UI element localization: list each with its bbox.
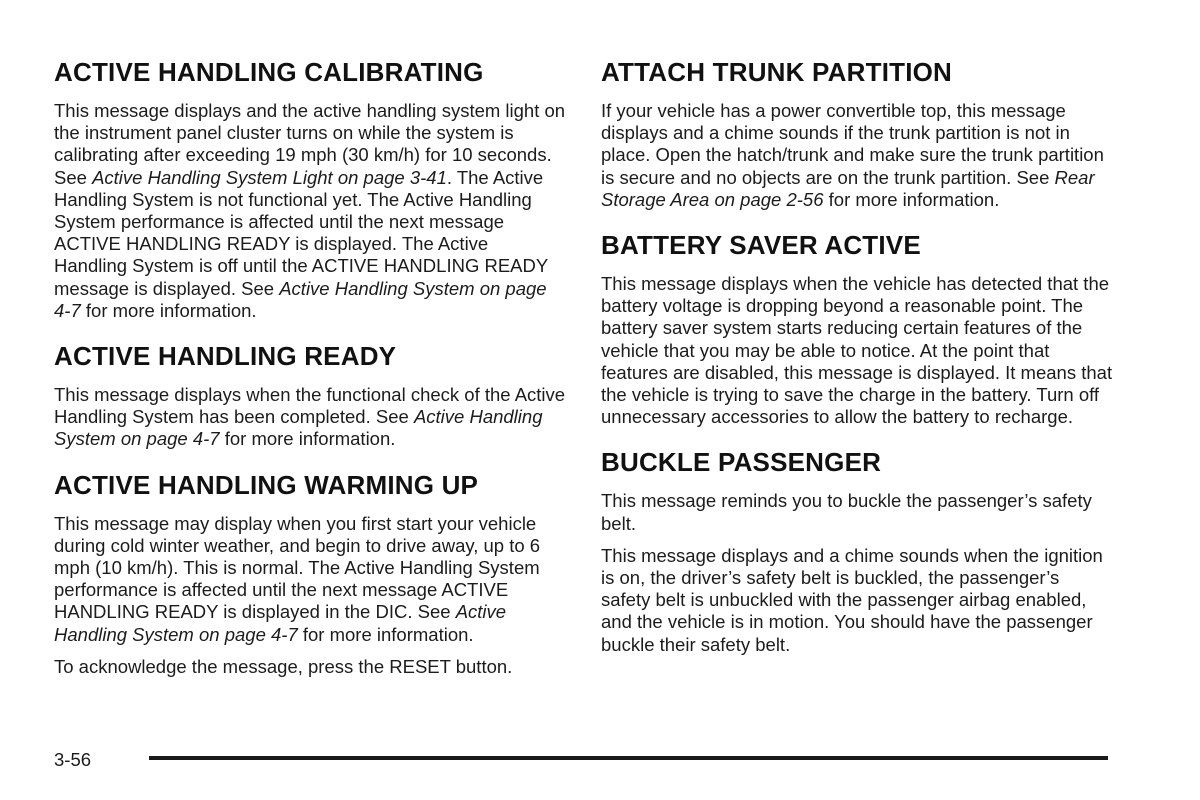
text-run: This message may display when you first start your vehicle during cold winter weather, and begin to drive away, up to 6 mph (10 km/h). This is normal. The Active Handling System performance is affected until the next message ACTIVE HANDLING READY is displayed in the DIC. See (54, 512, 541, 623)
section-paragraph (54, 384, 566, 451)
section-paragraph (54, 100, 566, 322)
section-paragraph (54, 513, 566, 646)
text-run: To acknowledge the message, press the RESET button. (54, 655, 513, 677)
text-run: This message displays when the functional check of the Active Handling System has been completed. See (54, 384, 566, 428)
section-paragraph (601, 545, 1113, 656)
section-heading: ACTIVE HANDLING WARMING UP (54, 469, 479, 500)
section-attach-trunk-partition (601, 56, 1113, 211)
section-active-handling-warming-up (54, 469, 566, 678)
text-run: for more information. (80, 299, 257, 321)
section-heading: BUCKLE PASSENGER (601, 447, 882, 478)
cross-reference: Active Handling System Light on page 3-41 (92, 166, 447, 188)
cross-reference: Active Handling System on page 4-7 (54, 406, 543, 450)
section-heading: BATTERY SAVER ACTIVE (601, 230, 921, 261)
section-battery-saver-active (601, 229, 1113, 428)
section-heading: ACTIVE HANDLING CALIBRATING (54, 57, 484, 87)
text-run: This message displays and the active handling system light on the instrument panel cluster turns on while the system is calibrating after exceeding 19 mph (30 km/h) for 10 seconds. See (54, 100, 566, 188)
cross-reference: Active Handling System on page 4-7 (54, 601, 507, 645)
footer-rule (149, 756, 1108, 760)
section-paragraph (54, 656, 566, 678)
section-heading: ATTACH TRUNK PARTITION (601, 57, 953, 87)
text-run: This message displays when the vehicle has detected that the battery voltage is dropping beyond a reasonable point. The battery saver system starts reducing certain features of the vehicle that you may be able to notice. At the point that features are disabled, this message is displayed. It means that the vehicle is trying to save the charge in the battery. Turn off unnecessary accessories to allow the battery to recharge. (601, 273, 1113, 428)
left-column (54, 56, 566, 696)
section-paragraph (601, 100, 1113, 211)
right-column (601, 56, 1113, 674)
section-paragraph (601, 490, 1113, 534)
text-run: for more information. (823, 188, 1000, 210)
section-paragraph (601, 273, 1113, 428)
text-run: for more information. (297, 623, 474, 645)
text-run: This message reminds you to buckle the passenger’s safety belt. (601, 490, 1092, 534)
section-active-handling-ready (54, 340, 566, 451)
text-run: for more information. (219, 428, 396, 450)
text-run: This message displays and a chime sounds when the ignition is on, the driver’s safety belt is buckled, the passenger’s safety belt is unbuckled with the passenger airbag enabled, and the vehicle is in motion. You should have the passenger buckle their safety belt. (601, 544, 1103, 655)
section-buckle-passenger (601, 446, 1113, 655)
section-heading: ACTIVE HANDLING READY (54, 341, 397, 372)
text-run: . The Active Handling System is not functional yet. The Active Handling System performance is affected until the next message ACTIVE HANDLING READY is displayed. The Active Handling System is off until the ACTIVE HANDLING READY message is displayed. See (54, 166, 548, 299)
cross-reference: Active Handling System on page 4-7 (54, 277, 547, 321)
page-footer (54, 748, 1108, 772)
cross-reference: Rear Storage Area on page 2-56 (601, 166, 1095, 210)
text-run: If your vehicle has a power convertible top, this message displays and a chime sounds if the trunk partition is not in place. Open the hatch/trunk and make sure the trunk partition is secure and no objects are on the trunk partition. See (601, 100, 1104, 188)
section-active-handling-calibrating (54, 56, 566, 322)
page-number: 3-56 (54, 749, 92, 770)
